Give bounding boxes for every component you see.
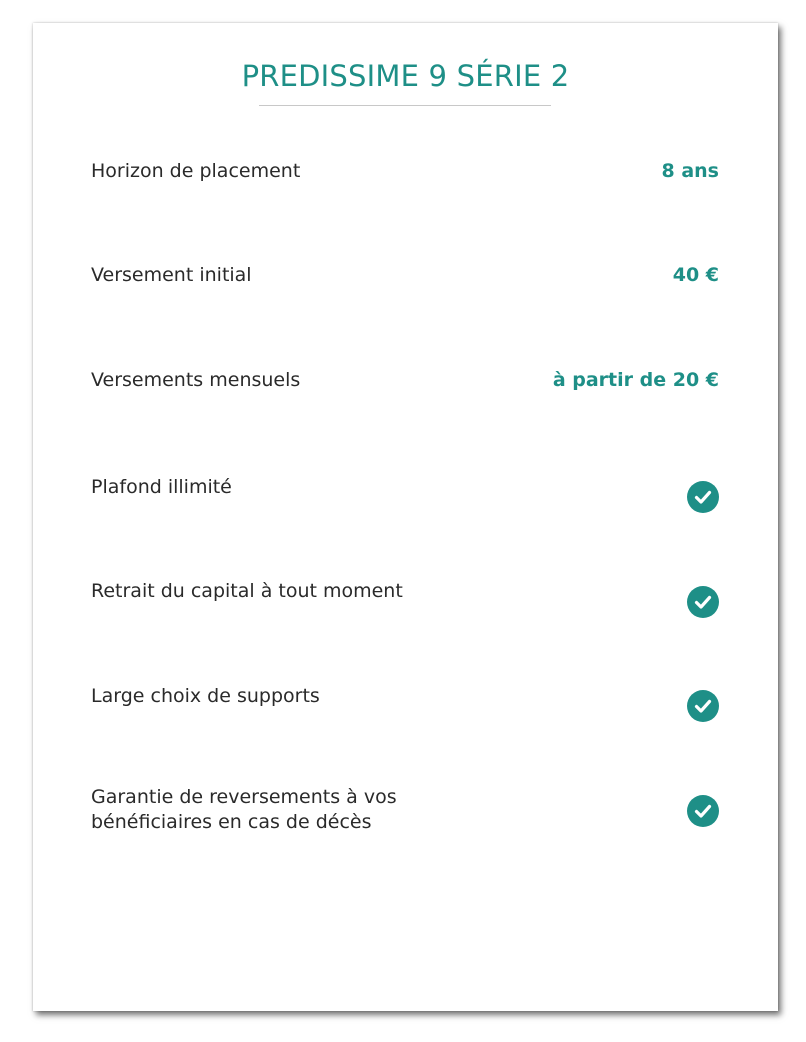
feature-label: Garantie de reversements à vos bénéficiaires en cas de décès (91, 786, 397, 833)
feature-label: Plafond illimité (91, 476, 232, 498)
feature-label: Versement initial (91, 264, 252, 286)
feature-label: Versements mensuels (91, 369, 301, 391)
product-title: PREDISSIME 9 SÉRIE 2 (241, 59, 570, 93)
feature-value: 40 € (672, 264, 719, 286)
check-circle-icon (687, 795, 719, 827)
title-divider (259, 105, 551, 106)
feature-label: Retrait du capital à tout moment (91, 580, 403, 602)
check-circle-icon (687, 586, 719, 618)
check-circle-icon (687, 481, 719, 513)
product-card (33, 23, 778, 1011)
feature-value: 8 ans (661, 160, 719, 182)
feature-label: Horizon de placement (91, 160, 301, 182)
check-circle-icon (687, 690, 719, 722)
feature-value: à partir de 20 € (552, 369, 719, 391)
feature-label: Large choix de supports (91, 685, 320, 707)
